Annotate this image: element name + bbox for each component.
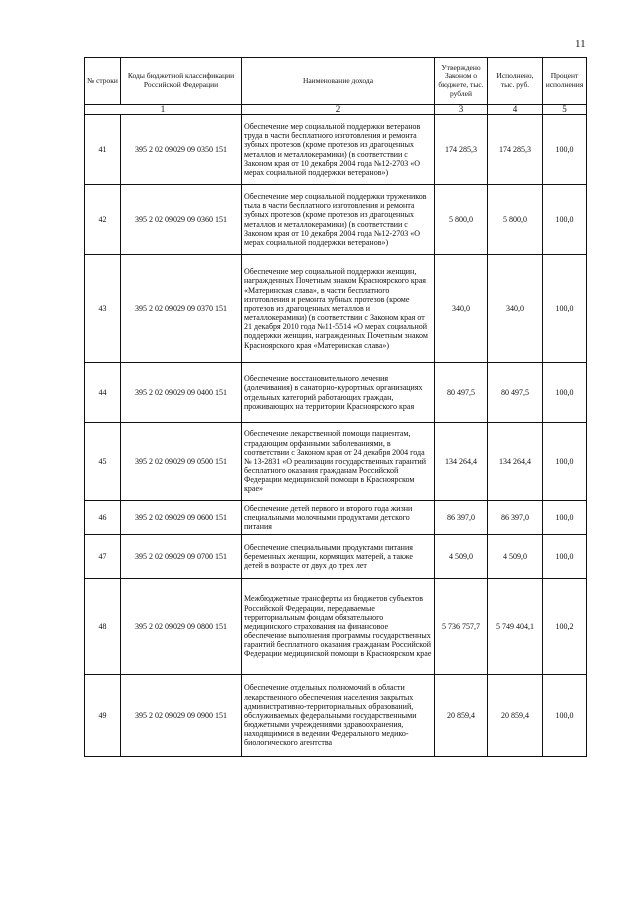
- row-number: 45: [85, 423, 121, 501]
- row-approved: 20 859,4: [435, 675, 488, 757]
- row-approved: 5 736 757,7: [435, 579, 488, 675]
- table-row: [85, 115, 587, 185]
- header-income-name: Наименование дохода: [242, 58, 435, 105]
- table-row: [85, 501, 587, 535]
- row-code: 395 2 02 09029 09 0800 151: [121, 579, 242, 675]
- row-code: 395 2 02 09029 09 0900 151: [121, 675, 242, 757]
- row-code: 395 2 02 09029 09 0370 151: [121, 255, 242, 363]
- row-percent: 100,0: [543, 535, 587, 579]
- row-code: 395 2 02 09029 09 0360 151: [121, 185, 242, 255]
- row-code: 395 2 02 09029 09 0600 151: [121, 501, 242, 535]
- row-code: 395 2 02 09029 09 0500 151: [121, 423, 242, 501]
- row-income-name: Обеспечение лекарственной помощи пациентам, страдающим орфанными заболеваниями, в соответствии с Законом края от 24 декабря 2004 года № 13-2831 «О реализации государственных гарантий бесплатного оказания гражданам Российской Федерации медицинской помощи в Красноярском крае»: [242, 423, 435, 501]
- table-header-row: [85, 58, 587, 105]
- row-approved: 134 264,4: [435, 423, 488, 501]
- row-number: 48: [85, 579, 121, 675]
- row-percent: 100,2: [543, 579, 587, 675]
- row-approved: 174 285,3: [435, 115, 488, 185]
- row-percent: 100,0: [543, 115, 587, 185]
- row-income-name: Обеспечение мер социальной поддержки ветеранов труда в части бесплатного изготовления и ремонта зубных протезов (кроме протезов из драгоценных металлов и металлокерамики) (в соответствии с Законом края от 10 декабря 2004 года №12-2703 «О мерах социальной поддержки ветеранов»): [242, 115, 435, 185]
- page-number: 11: [575, 38, 586, 50]
- row-number: 41: [85, 115, 121, 185]
- row-approved: 86 397,0: [435, 501, 488, 535]
- row-income-name: Межбюджетные трансферты из бюджетов субъектов Российской Федерации, передаваемые территориальным фондам обязательного медицинского страхования на финансовое обеспечение выполнения программы государственных гарантий бесплатного оказания гражданам Российской Федерации медицинской помощи в Красноярском крае: [242, 579, 435, 675]
- table-row: [85, 363, 587, 423]
- row-percent: 100,0: [543, 185, 587, 255]
- row-number: 42: [85, 185, 121, 255]
- row-percent: 100,0: [543, 501, 587, 535]
- row-executed: 4 509,0: [488, 535, 543, 579]
- row-number: 44: [85, 363, 121, 423]
- row-executed: 5 800,0: [488, 185, 543, 255]
- budget-revenue-table: [84, 57, 587, 757]
- table-row: [85, 423, 587, 501]
- row-percent: 100,0: [543, 255, 587, 363]
- row-approved: 5 800,0: [435, 185, 488, 255]
- row-code: 395 2 02 09029 09 0350 151: [121, 115, 242, 185]
- header-budget-code: Коды бюджетной классификации Российской Федерации: [121, 58, 242, 105]
- row-code: 395 2 02 09029 09 0700 151: [121, 535, 242, 579]
- column-number: 2: [242, 105, 435, 115]
- table-row: [85, 675, 587, 757]
- table-row: [85, 185, 587, 255]
- table-row: [85, 255, 587, 363]
- row-number: 46: [85, 501, 121, 535]
- header-executed: Исполнено, тыс. руб.: [488, 58, 543, 105]
- row-approved: 340,0: [435, 255, 488, 363]
- row-percent: 100,0: [543, 423, 587, 501]
- row-executed: 80 497,5: [488, 363, 543, 423]
- row-income-name: Обеспечение детей первого и второго года жизни специальными молочными продуктами детского питания: [242, 501, 435, 535]
- row-executed: 134 264,4: [488, 423, 543, 501]
- header-percent: Процент исполнения: [543, 58, 587, 105]
- table-row: [85, 535, 587, 579]
- column-number: 4: [488, 105, 543, 115]
- header-approved: Утверждено Законом о бюджете, тыс. рублей: [435, 58, 488, 105]
- row-executed: 174 285,3: [488, 115, 543, 185]
- row-executed: 5 749 404,1: [488, 579, 543, 675]
- row-income-name: Обеспечение мер социальной поддержки женщин, награжденных Почетным знаком Красноярского края «Материнская слава», в части бесплатного изготовления и ремонта зубных протезов (кроме протезов из драгоценных металлов и металлокерамики) (в соответствии с Законом края от 21 декабря 2010 года №11-5514 «О мерах социальной поддержки женщин, награжденных Почетным знаком Красноярского края «Материнская слава»): [242, 255, 435, 363]
- header-row-number: № строки: [85, 58, 121, 105]
- row-income-name: Обеспечение мер социальной поддержки тружеников тыла в части бесплатного изготовления и ремонта зубных протезов (кроме протезов из драгоценных металлов и металлокерамики) (в соответствии с Законом края от 10 декабря 2004 года №12-2703 «О мерах социальной поддержки ветеранов»): [242, 185, 435, 255]
- row-approved: 80 497,5: [435, 363, 488, 423]
- column-number: 3: [435, 105, 488, 115]
- column-number-row: [85, 105, 587, 115]
- row-executed: 20 859,4: [488, 675, 543, 757]
- row-percent: 100,0: [543, 675, 587, 757]
- row-code: 395 2 02 09029 09 0400 151: [121, 363, 242, 423]
- row-number: 43: [85, 255, 121, 363]
- column-number: 1: [85, 105, 242, 115]
- row-income-name: Обеспечение восстановительного лечения (долечивания) в санаторно-курортных организациях отдельных категорий работающих граждан, проживающих на территории Красноярского края: [242, 363, 435, 423]
- row-income-name: Обеспечение специальными продуктами питания беременных женщин, кормящих матерей, а также детей в возрасте от двух до трех лет: [242, 535, 435, 579]
- row-income-name: Обеспечение отдельных полномочий в области лекарственного обеспечения населения закрытых административно-территориальных образований, обслуживаемых федеральными государственными бюджетными учреждениями здравоохранения, находящимися в ведении Федерального медико-биологического агентства: [242, 675, 435, 757]
- row-executed: 340,0: [488, 255, 543, 363]
- row-executed: 86 397,0: [488, 501, 543, 535]
- column-number: 5: [543, 105, 587, 115]
- row-percent: 100,0: [543, 363, 587, 423]
- row-approved: 4 509,0: [435, 535, 488, 579]
- table-row: [85, 579, 587, 675]
- row-number: 49: [85, 675, 121, 757]
- row-number: 47: [85, 535, 121, 579]
